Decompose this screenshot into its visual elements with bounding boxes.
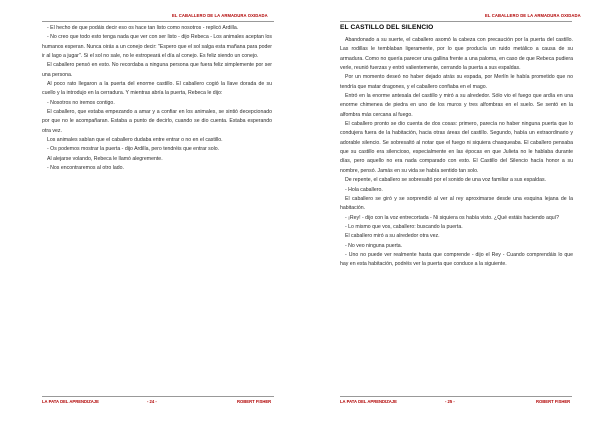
footer-author: ROBERT FISHER	[536, 399, 571, 404]
paragraph: El caballero pronto se dio cuenta de dos cosas: primero, parecía no haber ninguna puerta que lo condujera fuera de la habitación, hacia otras áreas del castillo. Segundo, había un extraordinario y adorable silencio. Se sobresaltó al notar que el fuego ni siquiera chasqueaba. El caballero pensaba que su castillo era silencioso, especialmente en las épocas en que Julieta no le hablaba durante días, pero aquello no era nada comparado con esto. El Castillo del Silencio hacía honor a su nombre, pensó. Jamás en su vida se había sentido tan solo.	[340, 121, 573, 174]
footer-section-title: LA PATA DEL APRENDIZAJE	[340, 399, 397, 404]
footer-divider	[42, 396, 274, 397]
footer-section-title: LA PATA DEL APRENDIZAJE	[42, 399, 99, 404]
body-text	[340, 36, 573, 270]
paragraph: Por un momento deseó no haber dejado atrás su espada, por Merlín le había prometido que no tendría que matar dragones, y el caballero confiaba en el mago.	[340, 74, 573, 90]
paragraph: - Os podemos mostrar la puerta - dijo Ardilla, pero tendréis que entrar solo.	[47, 146, 220, 153]
page-number: - 24 -	[147, 399, 157, 404]
paragraph: El caballero miró a su alrededor otra vez.	[345, 233, 440, 240]
paragraph: El caballero se giró y se sorprendió al ver al rey aproximarse desde una esquina lejana de la habitación.	[340, 195, 573, 212]
paragraph: El caballero, que estaba empezando a amar y a confiar en los animales, se sintió decepcionado por que no le acompañaran. Estaba a punto de decirlo, cuando se dio cuenta. Estaba esperando otra vez.	[42, 109, 272, 134]
chapter-title: EL CASTILLO DEL SILENCIO	[340, 24, 434, 31]
running-header: EL CABALLERO DE LA ARMADURA OXIDADA	[172, 13, 268, 18]
paragraph: Al poco rato llegaron a la puerta del enorme castillo. El caballero cogió la llave dorada de su cuello y la introdujo en la cerradura. Y mientras abría la puerta, Rebeca le dijo:	[42, 81, 272, 97]
paragraph: De repente, el caballero se sobresaltó por el sonido de una voz familiar a sus espaldas.	[345, 177, 546, 184]
paragraph: - No creo que todo esto tenga nada que ver con ser listo - dijo Rebeca - Los animales aceptan los humanos esperan. Nunca oirás a un conejo decir: "Espero que el sol salga esta mañana para poder ir al lago a jugar". Si el sol no sale, no le estropeará el día al conejo. Es feliz siendo un conejo.	[42, 34, 272, 60]
paragraph: - Nosotros no iremos contigo.	[47, 99, 115, 106]
footer-divider	[340, 396, 572, 397]
footer-author: ROBERT FISHER	[237, 399, 272, 404]
paragraph: Abandonado a su suerte, el caballero asomó la cabeza con precaución por la puerta del castillo. Las rodillas le temblaban ligeramente, por lo que producía un ruido metálico a causa de su armadura. Como no quería parecer una gallina frente a una paloma, en caso de que Rebeca pudiera verle, reunió fuerzas y entró valientemente, cerrando la puerta a sus espaldas.	[340, 37, 573, 72]
right-page	[300, 0, 600, 424]
body-text	[42, 24, 272, 174]
page-number: - 25 -	[445, 399, 455, 404]
paragraph: - Lo mismo que vos, caballero: buscando la puerta.	[345, 223, 463, 230]
paragraph: - ¡Rey! - dijo con la voz entrecortada - Ni siquiera os había visto. ¿Qué estáis haciendo aquí?	[345, 214, 559, 221]
paragraph: Los animales sabían que el caballero dudaba entre entrar o no en el castillo.	[47, 137, 223, 144]
running-header: EL CABALLERO DE LA ARMADURA OXIDADA	[485, 13, 581, 18]
paragraph: - El hecho de que podáis decir eso os hace tan listo como nosotros - replicó Ardilla.	[47, 25, 239, 31]
header-divider	[340, 21, 572, 22]
header-divider	[42, 21, 274, 22]
paragraph: - Uno no puede ver realmente hasta que comprende - dijo el Rey - Cuando comprendáis lo que hay en esta habitación, podréis ver la puerta que conduce a la siguiente.	[340, 251, 573, 268]
paragraph: Entró en la enorme antesala del castillo y miró a su alrededor. Sólo vio el fuego que ardía en una enorme chimenea de piedra en uno de los muros y tres alfombras en el suelo. Se sentó en la alfombra más cercana al fuego.	[340, 93, 573, 118]
paragraph: - No veo ninguna puerta.	[345, 242, 403, 249]
paragraph: - Hola caballero.	[345, 186, 383, 193]
paragraph: - Nos encontraremos al otro lado.	[47, 165, 124, 172]
paragraph: Al alejarse volando, Rebeca le llamó alegremente.	[47, 155, 163, 162]
paragraph: El caballero pensó en esto. No recordaba a ninguna persona que fuera feliz simplemente por ser una persona.	[42, 62, 272, 78]
